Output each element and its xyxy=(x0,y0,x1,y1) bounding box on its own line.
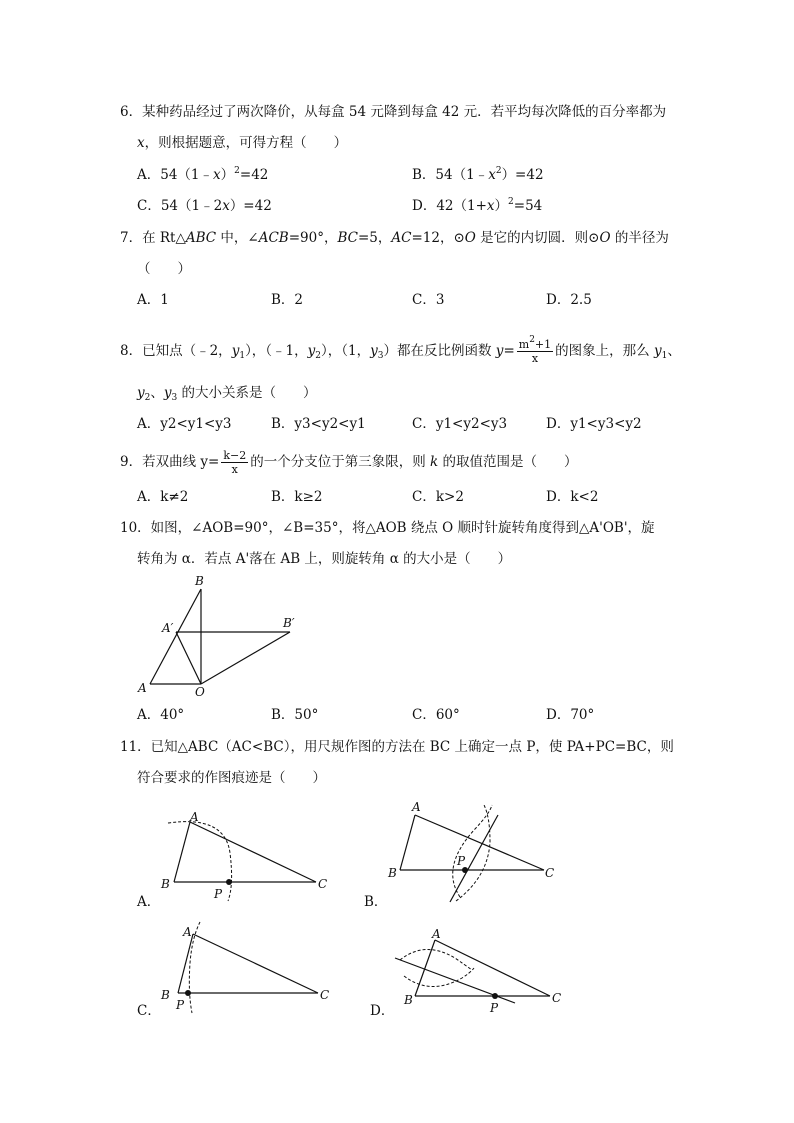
figA-side-ab xyxy=(174,822,190,882)
q11-option-a[interactable]: A． xyxy=(137,894,161,910)
q11-figure-b xyxy=(380,797,570,907)
q9-option-a[interactable]: A．k≠2 xyxy=(137,489,189,505)
figA-label-p: P xyxy=(214,887,223,901)
q11-option-b[interactable]: B． xyxy=(364,894,388,910)
q7-option-b[interactable]: B．2 xyxy=(271,292,304,308)
figC-label-c: C xyxy=(320,988,330,1002)
fig10-label-a: A xyxy=(138,681,147,695)
q9-fraction: $\frac{k-2}{x}$ xyxy=(223,449,247,476)
q10-option-a[interactable]: A．40° xyxy=(137,707,185,723)
figD-side-ab xyxy=(415,940,435,996)
q8-line2: $y_2$、$y_3$ 的大小关系是（ ） xyxy=(137,385,317,403)
q7-line2: （ ） xyxy=(137,261,191,277)
q10-line2: 转角为 α．若点 A'落在 AB 上，则旋转角 α 的大小是（ ） xyxy=(137,551,512,567)
figD-side-ac xyxy=(435,940,550,996)
q6-option-a[interactable]: A．54（1﹣x）$^2$=42 xyxy=(137,166,269,183)
figC-label-b: B xyxy=(161,988,170,1002)
figA-side-ac xyxy=(190,822,316,882)
fig10-label-a-prime: A′ xyxy=(162,621,174,635)
q6-option-d[interactable]: D．$42(1+x)^2=54$ xyxy=(412,197,543,214)
fig10-label-b-prime: B′ xyxy=(283,616,295,630)
fig10-line-o-b1 xyxy=(201,632,290,684)
figB-arc-2 xyxy=(456,805,490,901)
figA-label-b: B xyxy=(161,877,170,891)
q9-option-b[interactable]: B．k≥2 xyxy=(271,489,323,505)
fig10-label-b: B xyxy=(195,574,204,588)
figC-label-a: A xyxy=(183,925,192,939)
q11-line2: 符合要求的作图痕迹是（ ） xyxy=(137,770,326,786)
q10-option-d[interactable]: D．70° xyxy=(546,707,595,723)
figD-label-b: B xyxy=(404,993,413,1007)
q6-line2: x，则根据题意，可得方程（ ） xyxy=(137,135,348,151)
q8-line1: 8．已知点（﹣2，$y_1$），（﹣1，$y_2$），（1，$y_3$）都在反比例函数 y= $\frac{m^2+1}{x}$ 的图象上，那么 $y_1$、 xyxy=(120,335,681,365)
q11-option-c[interactable]: C． xyxy=(137,1003,161,1019)
q8-option-c[interactable]: C．y1<y2<y3 xyxy=(412,416,508,432)
q11-option-d[interactable]: D． xyxy=(370,1003,395,1019)
figB-label-c: C xyxy=(545,866,555,880)
q9-line1: 9．若双曲线 y= $\frac{k-2}{x}$ 的一个分支位于第三象限，则 k 的取值范围是（ ） xyxy=(120,449,578,476)
figB-label-p: P xyxy=(457,854,466,868)
figB-arc-1 xyxy=(453,805,492,897)
figD-point-p xyxy=(492,993,498,999)
figD-label-p: P xyxy=(490,1001,499,1015)
q9-option-c[interactable]: C．k>2 xyxy=(412,489,464,505)
q7-option-c[interactable]: C．3 xyxy=(412,292,445,308)
q7-option-a[interactable]: A．1 xyxy=(137,292,169,308)
q11-figure-c xyxy=(150,918,340,1018)
figB-side-ab xyxy=(400,815,415,870)
figB-side-ac xyxy=(415,815,544,870)
figD-label-a: A xyxy=(432,927,441,941)
q7-option-d[interactable]: D．2.5 xyxy=(546,292,592,308)
figC-label-p: P xyxy=(176,998,185,1012)
q6-option-c[interactable]: C．54（1﹣2x）=42 xyxy=(137,198,272,214)
q9-option-d[interactable]: D．k<2 xyxy=(546,489,599,505)
figC-side-ab xyxy=(178,934,193,993)
q6-option-b[interactable]: B．$54(1﹣x^2)=42$ xyxy=(412,166,544,183)
q6-line1: 6．某种药品经过了两次降价，从每盒 54 元降到每盒 42 元．若平均每次降低的百分率都为 xyxy=(120,104,667,120)
q8-option-b[interactable]: B．y3<y2<y1 xyxy=(271,416,366,432)
q11-figure-d xyxy=(380,918,580,1018)
q11-line1: 11．已知△ABC（AC<BC），用尺规作图的方法在 BC 上确定一点 P，使 PA+PC=BC，则 xyxy=(120,739,674,755)
fig10-label-o: O xyxy=(195,685,205,699)
q8-fraction: $\frac{m^2+1}{x}$ xyxy=(518,335,552,365)
figB-label-b: B xyxy=(388,866,397,880)
fig10-line-a-b xyxy=(150,589,201,684)
q8-option-a[interactable]: A．y2<y1<y3 xyxy=(137,416,232,432)
figC-point-p xyxy=(185,990,191,996)
figC-side-ac xyxy=(193,934,318,993)
q8-option-d[interactable]: D．y1<y3<y2 xyxy=(546,416,642,432)
fig10-line-a1-o xyxy=(176,632,201,684)
figA-label-a: A xyxy=(190,810,199,824)
figB-label-a: A xyxy=(412,800,421,814)
q10-line1: 10．如图，∠AOB=90°，∠B=35°，将△AOB 绕点 O 顺时针旋转角度得到△A'OB'，旋 xyxy=(120,520,655,536)
figA-label-c: C xyxy=(318,877,328,891)
q11-figure-a xyxy=(150,805,340,905)
figA-point-p xyxy=(226,879,232,885)
figD-label-c: C xyxy=(552,991,562,1005)
q10-option-c[interactable]: C．60° xyxy=(412,707,460,723)
q10-option-b[interactable]: B．50° xyxy=(271,707,319,723)
q7-line1: 7．在 Rt△ABC 中，∠ACB=90°，BC=5，AC=12，⊙O 是它的内切圆．则⊙O 的半径为 xyxy=(120,230,669,246)
q10-figure xyxy=(130,574,310,704)
